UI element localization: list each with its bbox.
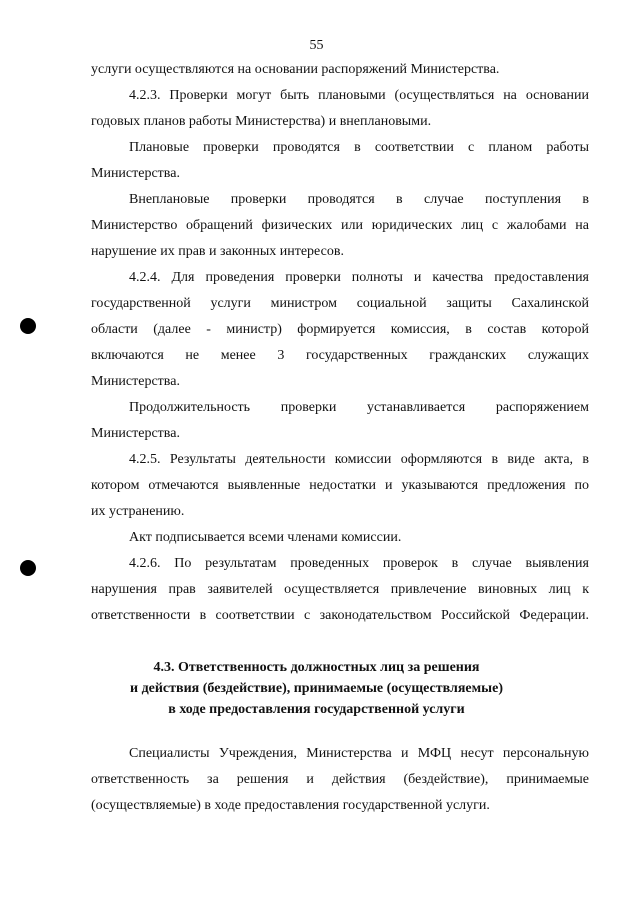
text-line: Министерства.: [91, 374, 180, 389]
page-number: 55: [309, 38, 324, 53]
section-heading-line: в ходе предоставления государственной услуги: [168, 702, 465, 717]
text-line: ответственности в соответствии с законодательством Российской Федерации.: [91, 608, 589, 623]
text-line: Плановые проверки проводятся в соответствии с планом работы: [129, 140, 589, 155]
text-line: Внеплановые проверки проводятся в случае поступления в: [129, 192, 589, 207]
text-line: 4.2.5. Результаты деятельности комиссии оформляются в виде акта, в: [129, 452, 589, 467]
text-line: Продолжительность проверки устанавливается распоряжением: [129, 400, 589, 415]
section-heading-line: и действия (бездействие), принимаемые (осуществляемые): [130, 681, 503, 696]
text-line: их устранению.: [91, 504, 185, 519]
text-line: Министерство обращений физических или юридических лиц с жалобами на: [91, 218, 589, 233]
text-line: ответственность за решения и действия (бездействие), принимаемые: [91, 772, 589, 787]
text-line: 4.2.3. Проверки могут быть плановыми (осуществляться на основании: [129, 88, 589, 103]
text-line: нарушения прав заявителей осуществляется привлечение виновных лиц к: [91, 582, 589, 597]
text-line: включаются не менее 3 государственных гражданских служащих: [91, 348, 589, 363]
text-line: услуги осуществляются на основании распоряжений Министерства.: [91, 62, 500, 77]
punch-hole: [20, 318, 36, 334]
punch-hole: [20, 560, 36, 576]
text-line: нарушение их прав и законных интересов.: [91, 244, 344, 259]
text-line: 4.2.4. Для проведения проверки полноты и качества предоставления: [129, 270, 589, 285]
text-line: 4.2.6. По результатам проведенных проверок в случае выявления: [129, 556, 589, 571]
text-line: (осуществляемые) в ходе предоставления государственной услуги.: [91, 798, 490, 813]
text-line: государственной услуги министром социальной защиты Сахалинской: [91, 296, 589, 311]
text-line: Акт подписывается всеми членами комиссии.: [129, 530, 402, 545]
text-line: годовых планов работы Министерства) и внеплановыми.: [91, 114, 432, 129]
section-heading-line: 4.3. Ответственность должностных лиц за решения: [153, 660, 480, 675]
text-line: области (далее - министр) формируется комиссия, в состав которой: [91, 322, 589, 337]
text-line: Министерства.: [91, 426, 180, 441]
text-line: Министерства.: [91, 166, 180, 181]
text-line: Специалисты Учреждения, Министерства и МФЦ несут персональную: [129, 746, 589, 761]
text-line: котором отмечаются выявленные недостатки и указываются предложения по: [91, 478, 589, 493]
